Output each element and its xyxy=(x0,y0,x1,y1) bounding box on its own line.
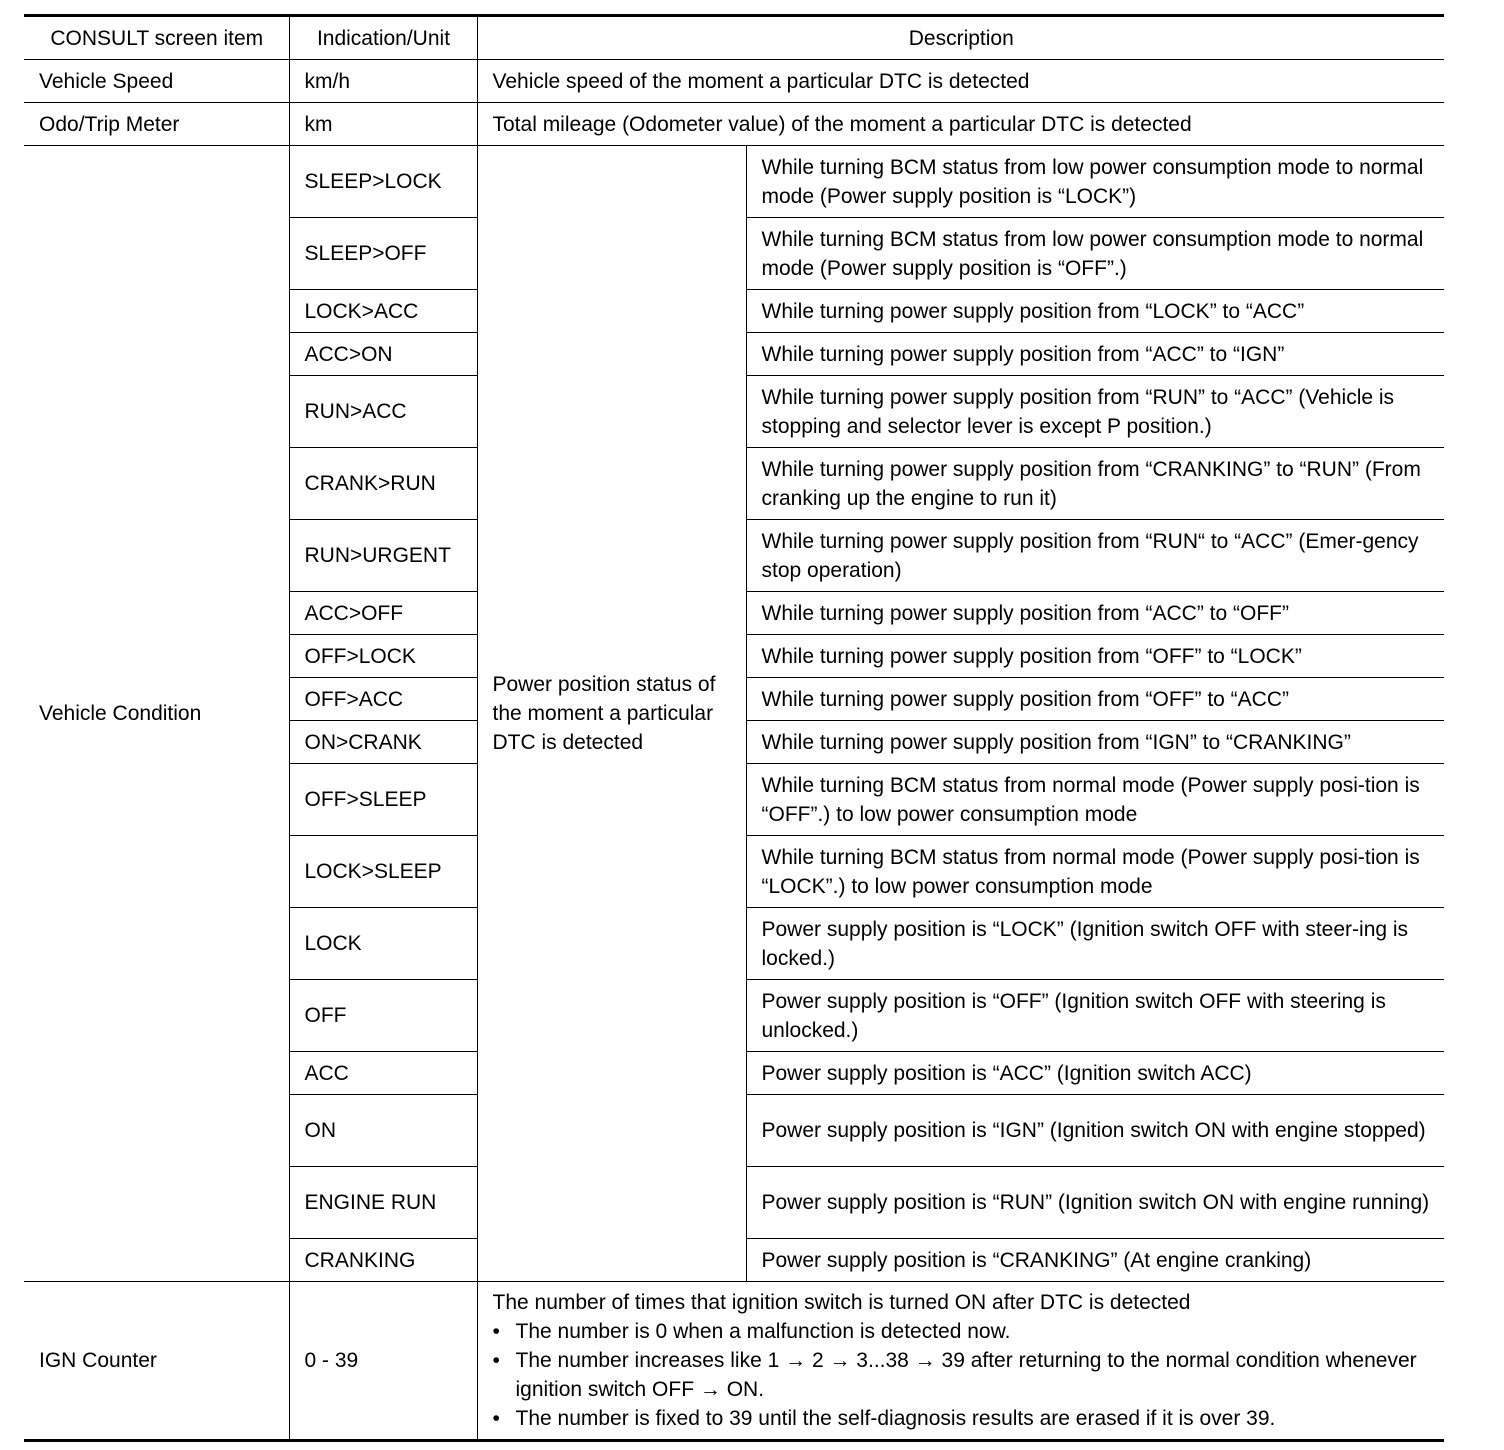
item-vehicle-speed: Vehicle Speed xyxy=(24,60,289,103)
unit-vehicle-speed: km/h xyxy=(289,60,477,103)
description-cell: Power supply position is “CRANKING” (At engine cranking) xyxy=(746,1239,1444,1282)
indication-cell: SLEEP>LOCK xyxy=(289,146,477,218)
table-row xyxy=(24,146,1444,218)
table-row xyxy=(24,1282,1444,1441)
description-cell: Power supply position is “ACC” (Ignition switch ACC) xyxy=(746,1052,1444,1095)
table-header-row xyxy=(24,16,1444,60)
unit-odo-trip: km xyxy=(289,103,477,146)
indication-cell: ACC>ON xyxy=(289,333,477,376)
description-cell: While turning BCM status from normal mode (Power supply posi-tion is “OFF”.) to low power consumption mode xyxy=(746,764,1444,836)
header-description: Description xyxy=(477,16,1444,60)
indication-cell: ON xyxy=(289,1095,477,1167)
bullet-item: • The number increases like 1 → 2 → 3...38 → 39 after returning to the normal condition whenever ignition switch OFF → ON. xyxy=(493,1346,1431,1404)
description-cell: Power supply position is “LOCK” (Ignition switch OFF with steer-ing is locked.) xyxy=(746,908,1444,980)
bullet-item: • The number is fixed to 39 until the self-diagnosis results are erased if it is over 39. xyxy=(493,1404,1431,1433)
item-vehicle-condition: Vehicle Condition xyxy=(24,146,289,1282)
description-cell: While turning power supply position from “RUN” to “ACC” (Vehicle is stopping and selector lever is except P position.) xyxy=(746,376,1444,448)
item-odo-trip: Odo/Trip Meter xyxy=(24,103,289,146)
table-row xyxy=(24,103,1444,146)
indication-cell: SLEEP>OFF xyxy=(289,218,477,290)
indication-cell: OFF>SLEEP xyxy=(289,764,477,836)
indication-cell: LOCK>SLEEP xyxy=(289,836,477,908)
description-cell: Power supply position is “RUN” (Ignition switch ON with engine running) xyxy=(746,1167,1444,1239)
description-cell: While turning BCM status from low power consumption mode to normal mode (Power supply position is “LOCK”) xyxy=(746,146,1444,218)
indication-cell: LOCK>ACC xyxy=(289,290,477,333)
item-ign-counter: IGN Counter xyxy=(24,1282,289,1441)
description-cell: While turning BCM status from normal mode (Power supply posi-tion is “LOCK”.) to low power consumption mode xyxy=(746,836,1444,908)
unit-ign-counter: 0 - 39 xyxy=(289,1282,477,1441)
indication-cell: OFF>ACC xyxy=(289,678,477,721)
description-cell: While turning power supply position from “ACC” to “OFF” xyxy=(746,592,1444,635)
header-screen-item: CONSULT screen item xyxy=(24,16,289,60)
indication-cell: ENGINE RUN xyxy=(289,1167,477,1239)
indication-cell: CRANKING xyxy=(289,1239,477,1282)
description-cell: While turning power supply position from “OFF” to “ACC” xyxy=(746,678,1444,721)
ign-counter-bullets xyxy=(493,1317,1431,1433)
description-cell: While turning power supply position from “RUN“ to “ACC” (Emer-gency stop operation) xyxy=(746,520,1444,592)
table-row xyxy=(24,60,1444,103)
indication-cell: OFF>LOCK xyxy=(289,635,477,678)
indication-cell: RUN>URGENT xyxy=(289,520,477,592)
description-odo-trip: Total mileage (Odometer value) of the moment a particular DTC is detected xyxy=(477,103,1444,146)
indication-cell: LOCK xyxy=(289,908,477,980)
bullet-item: • The number is 0 when a malfunction is detected now. xyxy=(493,1317,1431,1346)
indication-cell: CRANK>RUN xyxy=(289,448,477,520)
consult-data-table xyxy=(24,14,1444,1442)
description-cell: While turning power supply position from “IGN” to “CRANKING” xyxy=(746,721,1444,764)
indication-cell: OFF xyxy=(289,980,477,1052)
description-ign-counter xyxy=(477,1282,1444,1441)
indication-cell: RUN>ACC xyxy=(289,376,477,448)
description-cell: While turning power supply position from “ACC” to “IGN” xyxy=(746,333,1444,376)
description-cell: While turning power supply position from “OFF” to “LOCK” xyxy=(746,635,1444,678)
power-position-status: Power position status of the moment a particular DTC is detected xyxy=(477,146,746,1282)
description-cell: While turning BCM status from low power consumption mode to normal mode (Power supply position is “OFF”.) xyxy=(746,218,1444,290)
ign-counter-intro: The number of times that ignition switch is turned ON after DTC is detected xyxy=(492,1291,1191,1314)
indication-cell: ACC xyxy=(289,1052,477,1095)
header-indication-unit: Indication/Unit xyxy=(289,16,477,60)
description-cell: Power supply position is “OFF” (Ignition switch OFF with steering is unlocked.) xyxy=(746,980,1444,1052)
indication-cell: ON>CRANK xyxy=(289,721,477,764)
description-cell: While turning power supply position from “CRANKING” to “RUN” (From cranking up the engine to run it) xyxy=(746,448,1444,520)
indication-cell: ACC>OFF xyxy=(289,592,477,635)
description-vehicle-speed: Vehicle speed of the moment a particular DTC is detected xyxy=(477,60,1444,103)
description-cell: While turning power supply position from “LOCK” to “ACC” xyxy=(746,290,1444,333)
description-cell: Power supply position is “IGN” (Ignition switch ON with engine stopped) xyxy=(746,1095,1444,1167)
